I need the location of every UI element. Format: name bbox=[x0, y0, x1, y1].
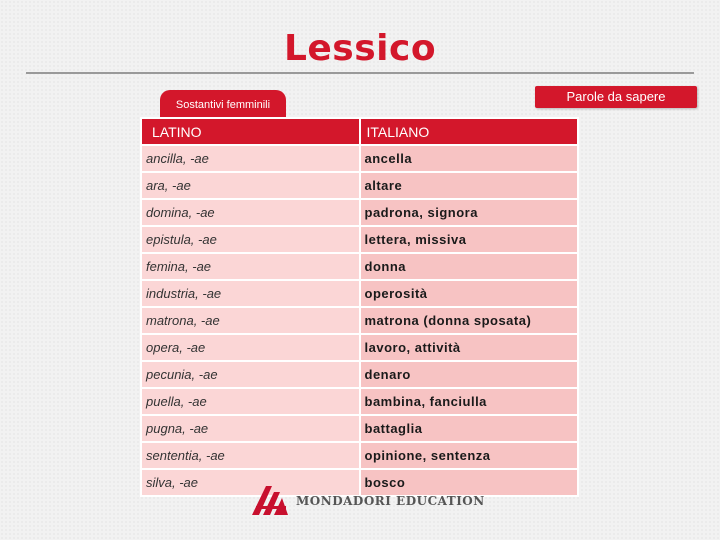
header-italiano: ITALIANO bbox=[360, 118, 579, 145]
latin-term: sententia, -ae bbox=[141, 442, 360, 469]
italian-translation: denaro bbox=[360, 361, 579, 388]
table-row bbox=[141, 253, 578, 280]
page-title: Lessico bbox=[283, 28, 437, 69]
table-row bbox=[141, 172, 578, 199]
italian-translation: lavoro, attività bbox=[360, 334, 579, 361]
italian-translation: opinione, sentenza bbox=[360, 442, 579, 469]
table-row bbox=[141, 334, 578, 361]
mondadori-logo-icon bbox=[250, 482, 290, 516]
italian-translation: operosità bbox=[360, 280, 579, 307]
italian-translation: padrona, signora bbox=[360, 199, 579, 226]
latin-term: domina, -ae bbox=[141, 199, 360, 226]
vocabulary-table bbox=[140, 117, 579, 497]
publisher-footer bbox=[250, 482, 485, 516]
italian-translation: battaglia bbox=[360, 415, 579, 442]
italian-translation: bosco bbox=[360, 469, 579, 496]
table-row bbox=[141, 280, 578, 307]
latin-term: pecunia, -ae bbox=[141, 361, 360, 388]
table-row bbox=[141, 307, 578, 334]
table-row bbox=[141, 442, 578, 469]
table-row bbox=[141, 388, 578, 415]
italian-translation: ancella bbox=[360, 145, 579, 172]
latin-term: opera, -ae bbox=[141, 334, 360, 361]
publisher-name: MONDADORI EDUCATION bbox=[296, 494, 485, 508]
italian-translation: lettera, missiva bbox=[360, 226, 579, 253]
latin-term: silva, -ae bbox=[141, 469, 360, 496]
latin-term: ancilla, -ae bbox=[141, 145, 360, 172]
vocabulary-table-body bbox=[141, 145, 578, 496]
table-header-row bbox=[141, 118, 578, 145]
latin-term: pugna, -ae bbox=[141, 415, 360, 442]
table-row bbox=[141, 145, 578, 172]
table-row bbox=[141, 415, 578, 442]
italian-translation: bambina, fanciulla bbox=[360, 388, 579, 415]
italian-translation: matrona (donna sposata) bbox=[360, 307, 579, 334]
latin-term: matrona, -ae bbox=[141, 307, 360, 334]
latin-term: ara, -ae bbox=[141, 172, 360, 199]
italian-translation: altare bbox=[360, 172, 579, 199]
latin-term: epistula, -ae bbox=[141, 226, 360, 253]
table-row bbox=[141, 226, 578, 253]
sostantivi-femminili-tab[interactable]: Sostantivi femminili bbox=[160, 90, 286, 117]
latin-term: puella, -ae bbox=[141, 388, 360, 415]
latin-term: femina, -ae bbox=[141, 253, 360, 280]
table-row bbox=[141, 199, 578, 226]
italian-translation: donna bbox=[360, 253, 579, 280]
title-divider bbox=[26, 72, 694, 74]
header-latino: LATINO bbox=[141, 118, 360, 145]
parole-da-sapere-badge[interactable]: Parole da sapere bbox=[535, 86, 697, 108]
latin-term: industria, -ae bbox=[141, 280, 360, 307]
table-row bbox=[141, 361, 578, 388]
